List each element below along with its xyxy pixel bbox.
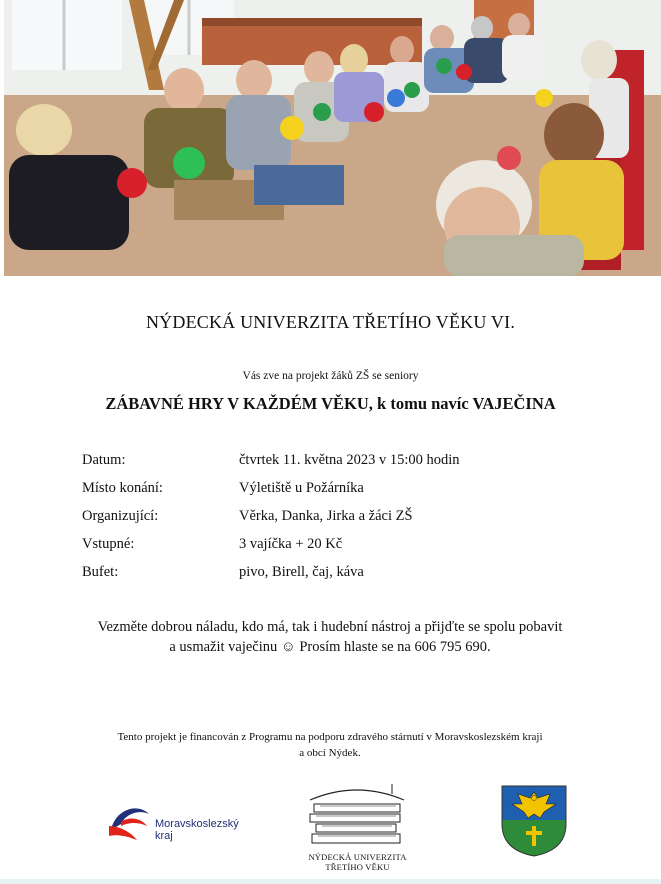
group-photo	[4, 0, 661, 276]
books-icon	[300, 778, 415, 850]
detail-label: Datum:	[82, 452, 126, 468]
funding-note	[80, 729, 580, 761]
university-suffix: TŘETÍHO VĚKU	[325, 862, 390, 872]
detail-row-admission	[82, 536, 582, 564]
detail-label: Vstupné:	[82, 536, 135, 552]
funding-line: Tento projekt je financován z Programu na podporu zdravého stárnutí v Moravskoslezském kraji	[117, 731, 543, 743]
detail-value: pivo, Birell, čaj, káva	[239, 564, 364, 580]
university-logo	[300, 778, 415, 878]
region-logo-icon	[107, 800, 153, 845]
region-logo-text	[155, 818, 239, 842]
region-logo	[107, 800, 267, 845]
detail-label: Organizující:	[82, 508, 159, 524]
detail-row-venue	[82, 480, 582, 508]
message-line: Vezměte dobrou náladu, kdo má, tak i hudební nástroj a přijďte se spolu pobavit	[97, 619, 563, 635]
detail-row-date	[82, 452, 582, 480]
message-line: a usmažit vaječinu ☺ Prosím hlaste se na 606 795 690.	[169, 639, 491, 655]
funding-line: a obcí Nýdek.	[299, 747, 361, 759]
coat-of-arms-icon	[500, 784, 568, 858]
university-logo-text	[300, 852, 415, 872]
detail-row-buffet	[82, 564, 582, 592]
detail-value: Výletiště u Požárníka	[239, 480, 364, 496]
invitation-text: Vás zve na projekt žáků ZŠ se seniory	[242, 370, 419, 382]
detail-label: Místo konání:	[82, 480, 163, 496]
detail-value: čtvrtek 11. května 2023 v 15:00 hodin	[239, 452, 460, 468]
page-title: NÝDECKÁ UNIVERZITA TŘETÍHO VĚKU VI.	[145, 312, 516, 332]
university-name: NÝDECKÁ UNIVERZITA	[308, 852, 407, 862]
group-photo-icon	[4, 0, 661, 276]
detail-value: 3 vajíčka + 20 Kč	[239, 536, 343, 552]
region-suffix: kraj	[155, 830, 173, 842]
detail-value: Věrka, Danka, Jirka a žáci ZŠ	[239, 508, 413, 524]
event-details	[82, 452, 582, 592]
page-bottom-edge	[0, 879, 661, 884]
event-name: ZÁBAVNÉ HRY V KAŽDÉM VĚKU, k tomu navíc VAJEČINA	[105, 394, 556, 413]
invitation-message	[60, 617, 600, 657]
detail-label: Bufet:	[82, 564, 119, 580]
detail-row-organizers	[82, 508, 582, 536]
region-name: Moravskoslezský	[155, 818, 239, 830]
coat-of-arms	[500, 784, 568, 858]
